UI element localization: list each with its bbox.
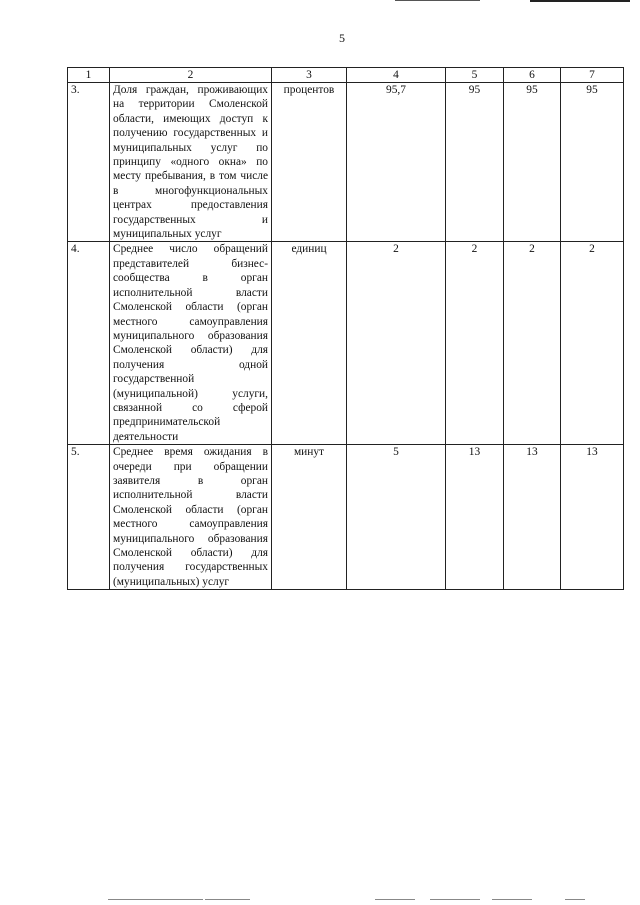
value-col-7: 95	[561, 83, 624, 242]
header-cell-6: 6	[504, 68, 561, 83]
header-cell-5: 5	[446, 68, 504, 83]
scan-artifact-bottom-line	[430, 899, 480, 900]
indicator-name: Среднее время ожидания в очереди при обращении заявителя в орган исполнительной власти Смоленской области (орган местного самоуправления муниципального образования Смоленской области) для получения государственных (муниципальных) услуг	[110, 445, 272, 590]
indicators-table	[67, 67, 624, 590]
scan-artifact-top-line	[395, 0, 480, 1]
unit-of-measure: минут	[272, 445, 347, 590]
unit-of-measure: процентов	[272, 83, 347, 242]
scan-artifact-top-line	[530, 0, 630, 2]
scan-artifact-bottom-line	[492, 899, 532, 900]
value-col-6: 13	[504, 445, 561, 590]
value-col-7: 13	[561, 445, 624, 590]
value-col-5: 13	[446, 445, 504, 590]
header-cell-4: 4	[347, 68, 446, 83]
table-row	[68, 83, 624, 242]
header-cell-2: 2	[110, 68, 272, 83]
page-number: 5	[339, 31, 345, 45]
value-col-5: 95	[446, 83, 504, 242]
value-col-4: 5	[347, 445, 446, 590]
value-col-4: 2	[347, 242, 446, 445]
row-number: 4.	[68, 242, 110, 445]
scan-artifact-bottom-line	[108, 899, 203, 900]
scan-artifact-bottom-line	[205, 899, 250, 900]
unit-of-measure: единиц	[272, 242, 347, 445]
indicator-name: Среднее число обращений представителей бизнес-сообщества в орган исполнительной власти Смоленской области (орган местного самоуправления муниципального образования Смоленской области) для получения одной государственной (муниципальной) услуги, связанной со сферой предпринимательской деятельности	[110, 242, 272, 445]
header-cell-1: 1	[68, 68, 110, 83]
scan-artifact-bottom-line	[375, 899, 415, 900]
value-col-7: 2	[561, 242, 624, 445]
row-number: 3.	[68, 83, 110, 242]
scan-artifact-bottom-line	[565, 899, 585, 900]
table-row	[68, 445, 624, 590]
value-col-4: 95,7	[347, 83, 446, 242]
header-cell-3: 3	[272, 68, 347, 83]
table-header-row	[68, 68, 624, 83]
header-cell-7: 7	[561, 68, 624, 83]
indicator-name: Доля граждан, проживающих на территории Смоленской области, имеющих доступ к получению государственных и муниципальных услуг по принципу «одного окна» по месту пребывания, в том числе в многофункциональных центрах предоставления государственных и муниципальных услуг	[110, 83, 272, 242]
row-number: 5.	[68, 445, 110, 590]
table-row	[68, 242, 624, 445]
value-col-6: 95	[504, 83, 561, 242]
value-col-5: 2	[446, 242, 504, 445]
value-col-6: 2	[504, 242, 561, 445]
